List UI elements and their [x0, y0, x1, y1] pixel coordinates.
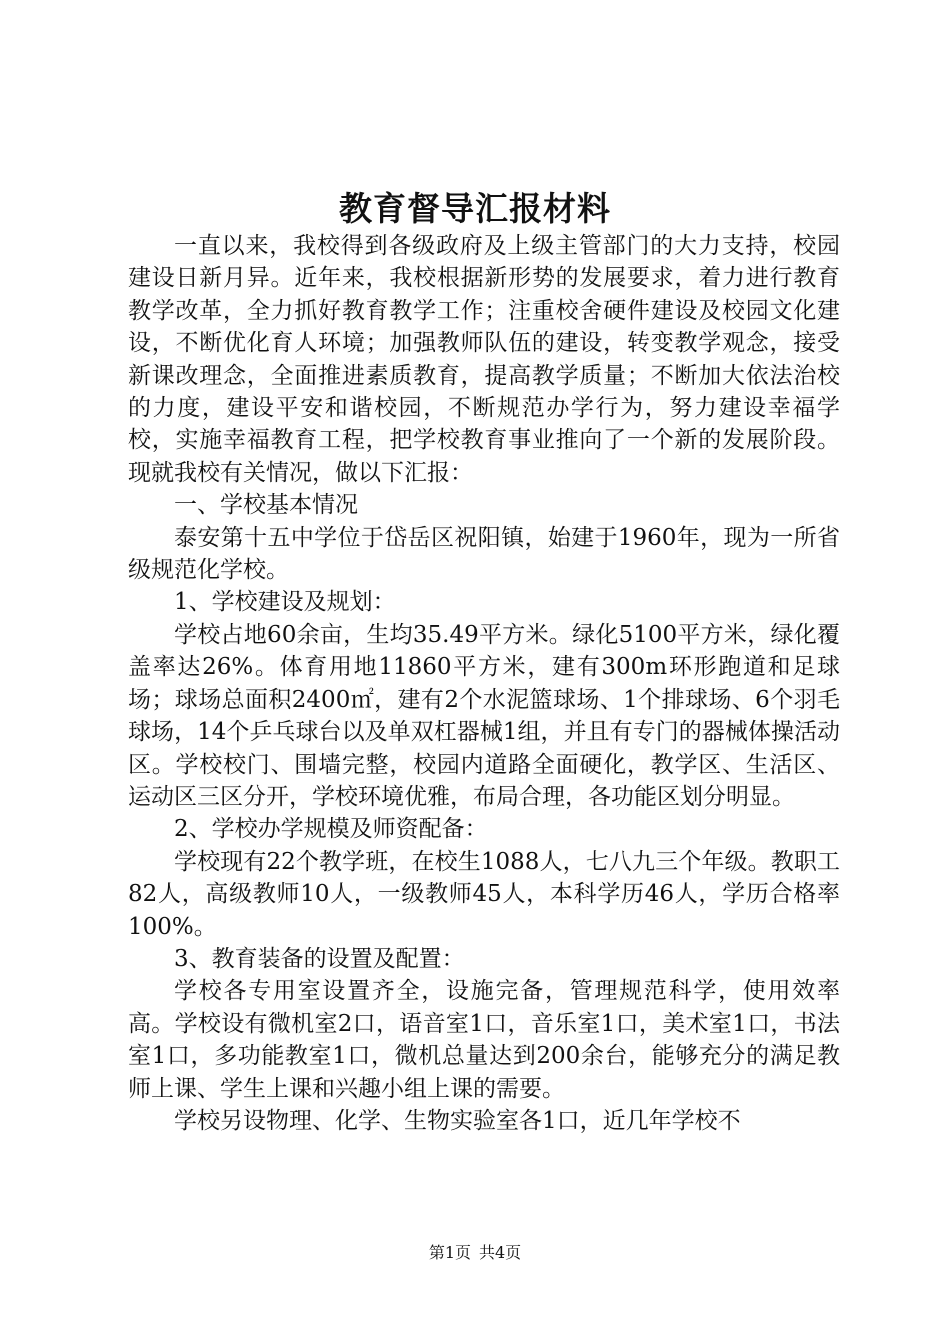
document-body — [128, 230, 840, 1137]
paragraph-labs: 学校另设物理、化学、生物实验室各1口，近几年学校不 — [174, 1107, 741, 1134]
paragraph-school-location: 泰安第十五中学位于岱岳区祝阳镇，始建于1960年，现为一所省级规范化学校。 — [128, 524, 840, 584]
paragraph-construction: 学校占地60余亩，生均35.49平方米。绿化5100平方米，绿化覆盖率达26%。体育用地11860平方米，建有300m环形跑道和足球场；球场总面积2400㎡，建有2个水泥篮球场、1个排球场、6个羽毛球场，14个乒乓球台以及单双杠器械1组，并且有专门的器械体操活动区。学校校门、围墙完整，校园内道路全面硬化，教学区、生活区、运动区三区分开，学校环境优雅，布局合理，各功能区划分明显。 — [128, 621, 840, 810]
page-footer — [0, 1241, 950, 1265]
paragraph-intro: 一直以来，我校得到各级政府及上级主管部门的大力支持，校园建设日新月异。近年来，我校根据新形势的发展要求，着力进行教育教学改革，全力抓好教育教学工作；注重校舍硬件建设及校园文化建设，不断优化育人环境；加强教师队伍的建设，转变教学观念，接受新课改理念，全面推进素质教育，提高教学质量；不断加大依法治校的力度，建设平安和谐校园，不断规范办学行为，努力建设幸福学校，实施幸福教育工程，把学校教育事业推向了一个新的发展阶段。现就我校有关情况，做以下汇报： — [128, 233, 840, 486]
section-heading-basic-info: 一、学校基本情况 — [174, 492, 358, 519]
paragraph-equipment: 学校各专用室设置齐全，设施完备，管理规范科学，使用效率高。学校设有微机室2口，语音室1口，音乐室1口，美术室1口，书法室1口，多功能教室1口，微机总量达到200余台，能够充分的满足教师上课、学生上课和兴趣小组上课的需要。 — [128, 978, 840, 1102]
subheading-equipment: 3、教育装备的设置及配置： — [174, 945, 465, 972]
page-total: 共4页 — [479, 1243, 522, 1262]
paragraph-scale-staff: 学校现有22个教学班，在校生1088人，七八九三个年级。教职工82人，高级教师10人，一级教师45人，本科学历46人，学历合格率100%。 — [128, 848, 840, 940]
subheading-construction: 1、学校建设及规划： — [174, 589, 396, 616]
subheading-scale-staff: 2、学校办学规模及师资配备： — [174, 816, 488, 843]
page-number: 第1页 — [428, 1243, 471, 1262]
document-title: 教育督导汇报材料 — [339, 189, 611, 228]
